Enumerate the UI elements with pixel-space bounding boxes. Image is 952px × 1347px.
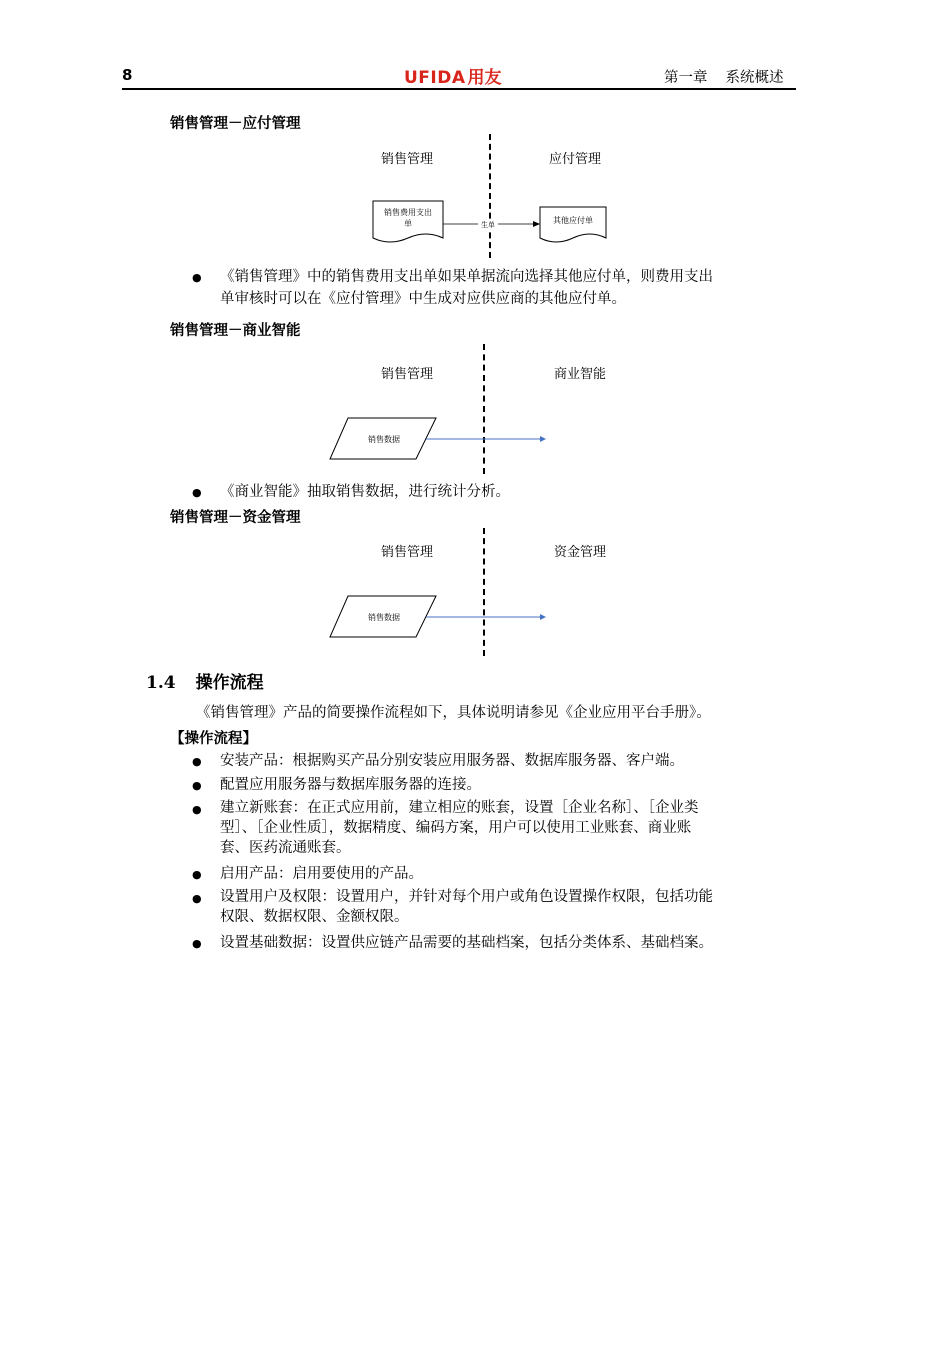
header-rule <box>122 88 796 90</box>
bullet-icon: ● <box>192 271 202 284</box>
data-box-label: 销售数据 <box>368 435 400 444</box>
text-line: 《销售管理》中的销售费用支出单如果单据流向选择其他应付单，则费用支出 <box>220 269 713 285</box>
text-line: 套、医药流通账套。 <box>220 840 351 856</box>
bullet-icon: ● <box>192 868 202 881</box>
text-line: 建立新账套：在正式应用前，建立相应的账套，设置［企业名称］、［企业类 <box>220 800 699 816</box>
lane-label-right: 商业智能 <box>554 367 607 382</box>
section-title-fund: 销售管理－资金管理 <box>170 510 301 526</box>
flow-arrow-head <box>540 614 546 620</box>
bullet-icon: ● <box>192 779 202 792</box>
page-number: 8 <box>122 66 133 84</box>
section-title: 操作流程 <box>195 673 264 693</box>
logo-text-cn: 用友 <box>467 68 502 88</box>
text-line: 权限、数据权限、金额权限。 <box>220 909 409 925</box>
chapter-heading <box>664 66 784 87</box>
text-line: 单审核时可以在《应付管理》中生成对应供应商的其他应付单。 <box>220 291 626 307</box>
lane-label-left: 销售管理 <box>381 545 434 560</box>
target-doc-label: 其他应付单 <box>553 216 593 225</box>
bullet-icon: ● <box>192 803 202 816</box>
logo-text-en: UFIDA <box>404 68 466 88</box>
bullet-icon: ● <box>192 755 202 768</box>
section-heading <box>146 668 264 693</box>
section-number: 1.4 <box>146 673 176 693</box>
section-title-ap: 销售管理－应付管理 <box>170 116 301 132</box>
bullet-icon: ● <box>192 486 202 499</box>
ufida-logo <box>404 63 502 88</box>
ap-flow-diagram <box>370 196 620 252</box>
text-line: 启用产品：启用要使用的产品。 <box>220 866 423 882</box>
bullet-icon: ● <box>192 937 202 950</box>
list-item <box>220 774 481 796</box>
fund-flow-diagram <box>328 592 553 642</box>
bi-bullet-text: 《商业智能》抽取销售数据，进行统计分析。 <box>220 484 510 500</box>
list-item <box>220 887 713 927</box>
source-doc-line-2: 单 <box>404 219 412 228</box>
list-item <box>220 798 699 858</box>
text-line: 配置应用服务器与数据库服务器的连接。 <box>220 777 481 793</box>
list-item <box>220 750 684 772</box>
lane-label-right: 资金管理 <box>554 545 607 560</box>
source-doc-line-1: 销售费用支出 <box>384 208 432 217</box>
text-line: 安装产品：根据购买产品分别安装应用服务器、数据库服务器、客户端。 <box>220 753 684 769</box>
text-line: 型］、［企业性质］，数据精度、编码方案，用户可以使用工业账套、商业账 <box>220 820 692 836</box>
flow-arrow-head <box>533 221 540 227</box>
lane-label-right: 应付管理 <box>549 152 602 167</box>
bullet-icon: ● <box>192 892 202 905</box>
arrow-label: 生单 <box>481 221 495 229</box>
chapter-title: 系统概述 <box>725 70 784 86</box>
flow-arrow-head <box>540 436 546 442</box>
section-intro: 《销售管理》产品的简要操作流程如下，具体说明请参见《企业应用平台手册》。 <box>196 705 711 721</box>
data-box-label: 销售数据 <box>368 613 400 622</box>
lane-label-left: 销售管理 <box>381 367 434 382</box>
lane-label-left: 销售管理 <box>381 152 434 167</box>
list-item <box>220 932 713 954</box>
list-item <box>220 863 423 885</box>
text-line: 设置基础数据：设置供应链产品需要的基础档案，包括分类体系、基础档案。 <box>220 935 713 951</box>
subheading: 【操作流程】 <box>170 731 257 747</box>
section-title-bi: 销售管理－商业智能 <box>170 323 301 339</box>
ap-bullet-text <box>220 266 800 310</box>
chapter-label: 第一章 <box>664 70 708 86</box>
bi-flow-diagram <box>328 414 553 464</box>
text-line: 设置用户及权限：设置用户，并针对每个用户或角色设置操作权限，包括功能 <box>220 889 713 905</box>
